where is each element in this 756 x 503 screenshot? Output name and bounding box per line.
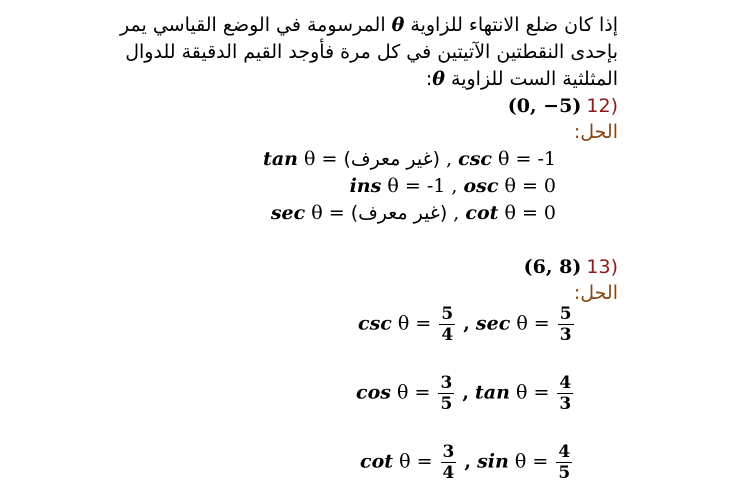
q12-line-1: tan θ = (غير معرف) , csc θ = -1 xyxy=(263,148,556,170)
q13-line-1: csc θ = $\frac{5}{4}$ , sec θ = $\frac{5}{3}$ xyxy=(358,304,572,345)
solution-label-12: الحل: xyxy=(573,121,618,143)
fraction: $\frac{4}{5}$ xyxy=(558,442,571,483)
fraction: $\frac{5}{4}$ xyxy=(441,304,454,345)
solution-label-13: الحل: xyxy=(573,282,618,304)
fraction: $\frac{5}{3}$ xyxy=(559,304,572,345)
fraction: $\frac{4}{3}$ xyxy=(559,373,572,414)
theta-symbol: θ xyxy=(391,14,405,36)
q12-line-2: ins θ = -1 , osc θ = 0 xyxy=(349,175,556,197)
question-13-header xyxy=(524,256,618,278)
q12-line-3: sec θ = (غير معرف) , cot θ = 0 xyxy=(270,202,556,224)
question-12-point: (0, −5) xyxy=(507,95,582,117)
question-13-point: (6, 8) xyxy=(523,256,582,278)
q13-line-2: cos θ = $\frac{3}{5}$ , tan θ = $\frac{4}{3}$ xyxy=(356,373,572,414)
theta-symbol: θ xyxy=(432,68,445,90)
fraction: $\frac{3}{5}$ xyxy=(440,373,453,414)
question-13-number: 13) xyxy=(586,256,618,278)
problem-statement: إذا كان ضلع الانتهاء للزاوية θ المرسومة في الوضع القياسي يمر بإحدى النقطتين الآتيتين في كل مرة فأوجد القيم الدقيقة للدوال المثلثية الست للزاوية θ: xyxy=(120,14,618,90)
fraction: $\frac{3}{4}$ xyxy=(442,442,455,483)
q13-line-3: cot θ = $\frac{3}{4}$ , sin θ = $\frac{4}{5}$ xyxy=(360,442,571,483)
question-12-header xyxy=(508,95,618,117)
question-12-number: 12) xyxy=(586,95,618,117)
